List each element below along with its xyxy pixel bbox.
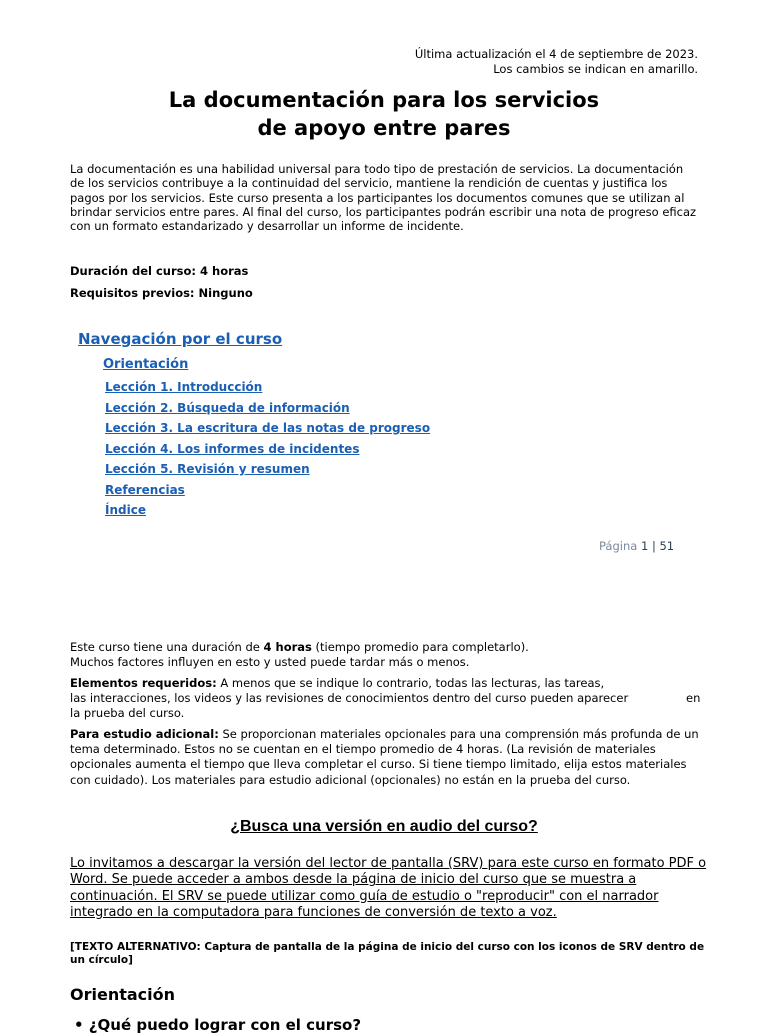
- duration-hours: 4 horas: [263, 640, 312, 654]
- duration-note: Muchos factores influyen en esto y usted puede tardar más o menos.: [70, 655, 470, 670]
- nav-references-link[interactable]: Referencias: [105, 482, 185, 497]
- audio-version-paragraph: Lo invitamos a descargar la versión del lector de pantalla (SRV) para este curso en formato PDF o Word. Se puede acceder a ambos desde la página de inicio del curso que se muestra a continuación. El SRV se puede utilizar como guía de estudio o "reproducir" con el narrador integrado en la computadora para funciones de conversión de texto a voz.: [70, 856, 707, 920]
- required-label: Elementos requeridos:: [70, 676, 217, 690]
- title-line-1: La documentación para los servicios: [168, 88, 600, 112]
- nav-lesson-3-link[interactable]: Lección 3. La escritura de las notas de progreso: [105, 421, 431, 435]
- duration-text-end: (tiempo promedio para completarlo).: [311, 640, 529, 654]
- required-elements-paragraph: [70, 676, 710, 722]
- page-label: Página: [599, 539, 638, 553]
- course-prerequisites: Requisitos previos: Ninguno: [70, 286, 253, 300]
- required-text-line3: la prueba del curso.: [70, 706, 185, 721]
- nav-lesson-2-link[interactable]: Lección 2. Búsqueda de información: [105, 400, 350, 415]
- nav-lesson-4-link[interactable]: Lección 4. Los informes de incidentes: [105, 441, 360, 456]
- additional-label: Para estudio adicional:: [70, 727, 219, 741]
- nav-lesson-1-link[interactable]: Lección 1. Introducción: [105, 380, 263, 394]
- list-item: [105, 401, 430, 422]
- list-item: [105, 380, 430, 401]
- page-separator: |: [651, 539, 656, 553]
- list-item: [105, 483, 430, 504]
- duration-text: Este curso tiene una duración de: [70, 640, 264, 654]
- lesson-list: [105, 380, 430, 524]
- title-line-2: de apoyo entre pares: [257, 116, 511, 140]
- list-item: [105, 503, 430, 524]
- alt-text-note: [TEXTO ALTERNATIVO: Captura de pantalla de la página de inicio del curso con los iconos de SRV dentro de un círculo]: [70, 941, 705, 966]
- course-duration: Duración del curso: 4 horas: [70, 264, 249, 278]
- orientation-bullet: • ¿Qué puedo lograr con el curso?: [74, 1016, 362, 1034]
- page-number: [599, 539, 674, 553]
- duration-paragraph: [70, 640, 710, 670]
- page-total: 51: [659, 539, 675, 553]
- required-text-line2: las interacciones, los videos y las revisiones de conocimientos dentro del curso pueden aparecer: [70, 691, 629, 706]
- page-title: [0, 86, 768, 142]
- additional-study-paragraph: [70, 727, 710, 788]
- orientation-heading: Orientación: [70, 985, 176, 1004]
- course-navigation-link[interactable]: Navegación por el curso: [78, 330, 283, 348]
- list-item: [105, 421, 430, 442]
- changes-note: Los cambios se indican en amarillo.: [493, 62, 698, 76]
- page-current: 1: [640, 539, 649, 553]
- last-updated-note: [415, 47, 698, 77]
- intro-paragraph: La documentación es una habilidad universal para todo tipo de prestación de servicios. La documentación de los servicios contribuye a la continuidad del servicio, mantiene la rendición de cuentas y justifica los pagos por los servicios. Este curso presenta a los participantes los documentos comunes que se utilizan al brindar servicios entre pares. Al final del curso, los participantes podrán escribir una nota de progreso eficaz con un formato estandarizado y desarrollar un informe de incidente.: [70, 162, 697, 234]
- required-text: A menos que se indique lo contrario, todas las lecturas, las tareas,: [216, 676, 605, 690]
- nav-index-link[interactable]: Índice: [105, 503, 146, 517]
- audio-version-heading: ¿Busca una versión en audio del curso?: [230, 818, 538, 835]
- list-item: [105, 462, 430, 483]
- update-date: Última actualización el 4 de septiembre de 2023.: [414, 47, 698, 61]
- nav-orientation-link[interactable]: Orientación: [103, 357, 189, 372]
- list-item: [105, 442, 430, 463]
- additional-text: Se proporcionan materiales opcionales para una comprensión más profunda de un tema determinado. Estos no se cuentan en el tiempo promedio de 4 horas. (La revisión de materiales opcionales aumenta el tiempo que lleva completar el curso. Si tiene tiempo limitado, elija estos materiales con cuidado). Los materiales para estudio adicional (opcionales) no están en la prueba del curso.: [70, 727, 699, 787]
- required-text-word: en: [686, 691, 701, 706]
- nav-lesson-5-link[interactable]: Lección 5. Revisión y resumen: [105, 462, 310, 476]
